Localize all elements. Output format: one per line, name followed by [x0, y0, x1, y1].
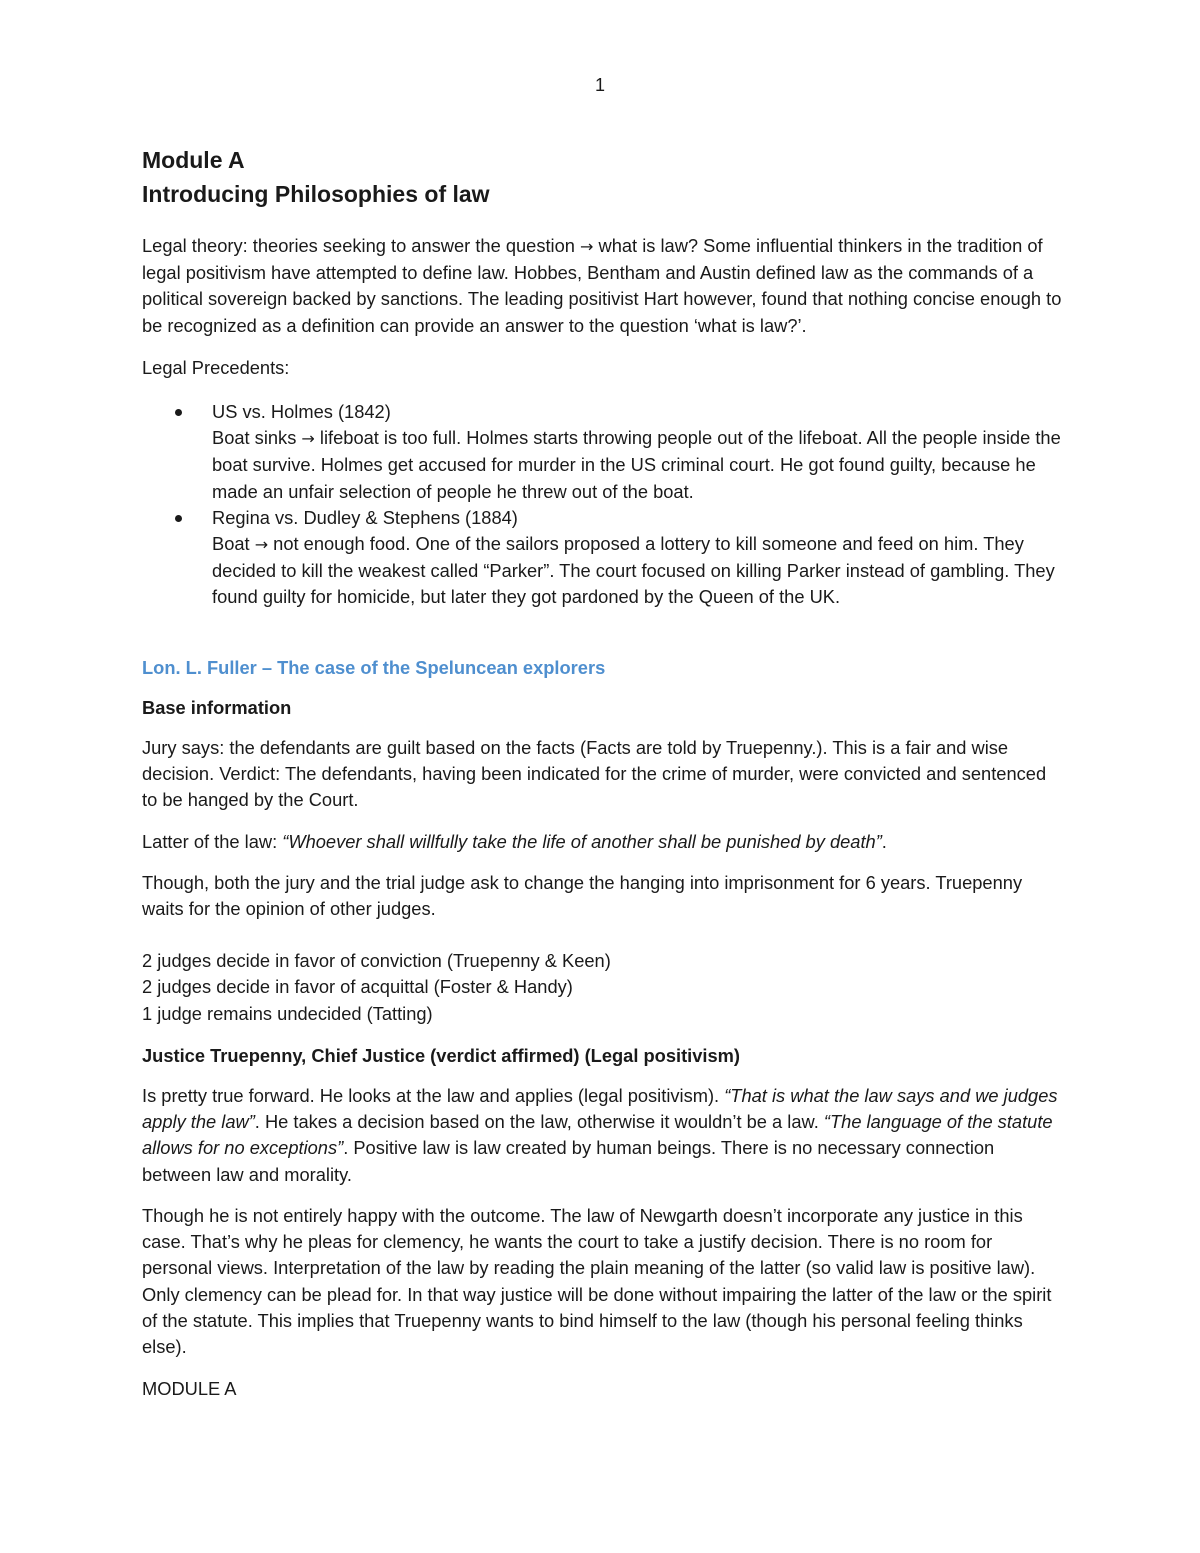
- though-paragraph: Though, both the jury and the trial judge ask to change the hanging into imprisonment for 6 years. Truepenny waits for the opinion of other judges.: [142, 871, 1023, 920]
- precedent-desc-start: Boat: [212, 533, 255, 555]
- precedent-title: US vs. Holmes (1842): [212, 401, 391, 423]
- judges-list: [142, 948, 1062, 1027]
- intro-text-rest: what is law? Some influential thinkers in the tradition of legal positivism have attempted to define law. Hobbes, Bentham and Austin defined law as the commands of a political sovereign backed by sanctions. The leading positivist Hart however, found that nothing concise enough to be recognized as a definition can provide an answer to the question ‘what is law?’.: [142, 235, 1062, 336]
- arrow-right-icon: →: [254, 535, 269, 555]
- precedent-title: Regina vs. Dudley & Stephens (1884): [212, 506, 518, 528]
- list-item: [142, 505, 1062, 611]
- module-title: Module A: [142, 147, 245, 173]
- precedent-desc-start: Boat sinks: [212, 427, 302, 449]
- precedent-description: [212, 531, 1062, 611]
- latter-suffix: .: [881, 830, 887, 852]
- truepenny-paragraph-2: Though he is not entirely happy with the outcome. The law of Newgarth doesn’t incorporate any justice in this case. That’s why he pleas for clemency, he wants the court to take a justify decision. There is no room for personal views. Interpretation of the law by reading the plain meaning of the latter (so valid law is positive law). Only clemency can be plead for. In that way justice will be done without impairing the latter of the law or the spirit of the statute. This implies that Truepenny wants to bind himself to the law (though his personal feeling thinks else).: [142, 1204, 1052, 1357]
- jury-paragraph: Jury says: the defendants are guilt based on the facts (Facts are told by Truepenny.). This is a fair and wise decision. Verdict: The defendants, having been indicated for the crime of murder, were convicted and sentenced to be hanged by the Court.: [142, 737, 1047, 811]
- truepenny-quote: “The language of the statute allows for no exceptions”: [142, 1111, 1053, 1159]
- precedent-desc-rest: lifeboat is too full. Holmes starts throwing people out of the lifeboat. All the people inside the boat survive. Holmes get accused for murder in the US criminal court. He got found guilty, because he made an unfair selection of people he threw out of the boat.: [212, 427, 1061, 502]
- truepenny-paragraph-1: [142, 1083, 1062, 1188]
- precedent-desc-rest: not enough food. One of the sailors proposed a lottery to kill someone and feed on him. They decided to kill the weakest called “Parker”. The court focused on killing Parker instead of gambling. They found guilty for homicide, but later they got pardoned by the Queen of the UK.: [212, 533, 1055, 608]
- document-title: Introducing Philosophies of law: [142, 181, 490, 207]
- truepenny-text: . He takes a decision based on the law, otherwise it wouldn’t be a law.: [254, 1111, 824, 1133]
- latter-paragraph: [142, 829, 1062, 855]
- truepenny-text: Is pretty true forward. He looks at the law and applies (legal positivism).: [142, 1085, 725, 1107]
- list-item: 2 judges decide in favor of acquittal (Foster & Handy): [142, 976, 573, 998]
- precedents-list: [142, 399, 1062, 611]
- latter-quote: “Whoever shall willfully take the life of another shall be punished by death”: [282, 830, 882, 852]
- arrow-right-icon: →: [301, 429, 315, 449]
- truepenny-text: . Positive law is law created by human beings. There is no necessary connection between law and morality.: [142, 1137, 995, 1185]
- intro-text-start: Legal theory: theories seeking to answer the question: [142, 235, 581, 256]
- precedents-label: Legal Precedents:: [142, 356, 290, 378]
- latter-prefix: Latter of the law:: [142, 830, 283, 852]
- list-item: 2 judges decide in favor of conviction (Truepenny & Keen): [142, 950, 611, 972]
- list-item: [142, 399, 1062, 505]
- intro-paragraph: [142, 233, 1062, 339]
- base-information-heading: Base information: [142, 696, 292, 718]
- list-item: 1 judge remains undecided (Tatting): [142, 1002, 433, 1024]
- page-number: 1: [594, 75, 605, 95]
- precedent-description: [212, 425, 1062, 505]
- truepenny-quote: “That is what the law says and we judges apply the law”: [142, 1085, 1058, 1133]
- footer-module-label: MODULE A: [142, 1378, 237, 1400]
- truepenny-heading: Justice Truepenny, Chief Justice (verdict affirmed) (Legal positivism): [142, 1044, 741, 1066]
- section-heading: Lon. L. Fuller – The case of the Speluncean explorers: [142, 656, 606, 678]
- arrow-right-icon: →: [580, 237, 594, 256]
- document-body: [142, 143, 1062, 1402]
